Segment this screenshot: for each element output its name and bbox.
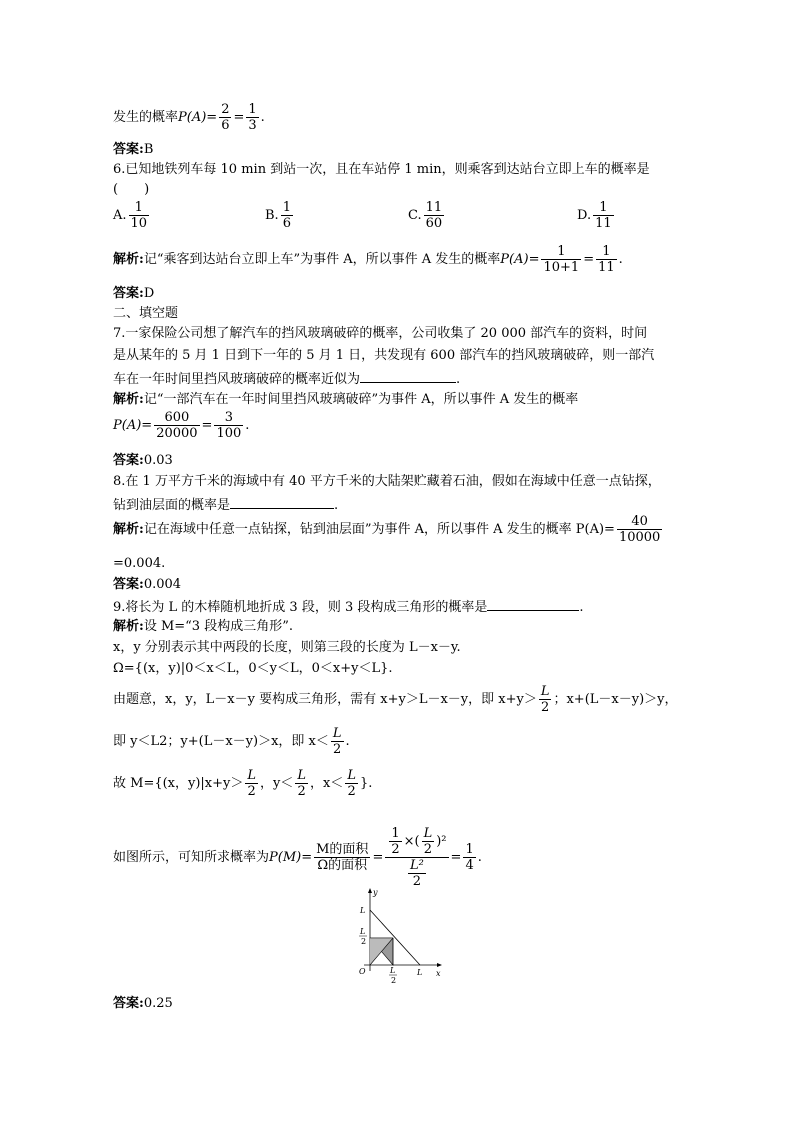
q7-line3 [113, 370, 460, 388]
q9-line5 [113, 684, 678, 715]
period: . [477, 850, 482, 865]
q9-text: 即 y＜L2；y+(L－x－y)＞x，即 x＜ [113, 734, 329, 749]
answer-value: B [143, 142, 154, 157]
q6-stem: 6.已知地铁列车每 10 min 到站一次，且在车站停 1 min，则乘客到达站台立即上车的概率是 [113, 162, 650, 177]
num: L² [410, 858, 424, 873]
den: 2 [297, 784, 306, 799]
answer-label: 答案: [113, 996, 144, 1011]
num: L [423, 826, 433, 841]
fraction [463, 842, 475, 873]
den: 11 [598, 260, 615, 275]
fraction [408, 858, 426, 889]
period: . [260, 110, 265, 125]
period: . [245, 418, 250, 433]
q6-option-c [408, 200, 446, 231]
q7-line1 [113, 326, 647, 342]
option-letter: C. [408, 208, 422, 223]
q9-text: 如图所示，可知所求概率为 [113, 850, 270, 865]
q9-text: ，x＜ [310, 776, 344, 791]
q6-option-b [265, 200, 295, 231]
q9-text: ；x+(L－x－y)＞y， [553, 692, 678, 707]
q9-text: }. [360, 776, 373, 791]
den: 20000 [156, 426, 198, 441]
eq: = [528, 252, 540, 267]
eq: = [141, 418, 153, 433]
answer-5 [113, 142, 153, 158]
num [385, 826, 448, 858]
fraction [219, 102, 231, 133]
option-letter: D. [577, 208, 592, 223]
L-top-label: L [360, 906, 366, 915]
half-y-num: L [360, 927, 366, 936]
fraction [295, 768, 308, 799]
q7-line2 [113, 348, 654, 364]
num: 1 [248, 102, 257, 117]
answer-7 [113, 453, 173, 469]
analysis-label: 解析: [113, 252, 144, 267]
y-arrow [368, 888, 372, 893]
q7-text: 是从某年的 5 月 1 日到下一年的 5 月 1 日，共发现有 600 部汽车的挡风玻璃破碎，则一部汽 [113, 348, 655, 363]
num: 1 [129, 200, 150, 216]
fraction [214, 410, 243, 441]
fraction [281, 200, 293, 231]
den: 2 [247, 784, 256, 799]
q9-text: 9.将长为 L 的木棒随机地折成 3 段，则 3 段构成三角形的概率是 [113, 600, 488, 615]
q8-tail [113, 556, 165, 572]
den: 60 [425, 216, 443, 231]
q9-line6 [113, 726, 350, 757]
eq: = [201, 418, 213, 433]
den: 4 [465, 858, 474, 873]
q7-text: 车在一年时间里挡风玻璃破碎的概率近似为 [113, 372, 361, 387]
den: 3 [248, 118, 257, 133]
answer-paren: ( ) [113, 182, 150, 197]
eq: = [233, 110, 245, 125]
num: L [297, 768, 307, 783]
q9-line8 [113, 826, 482, 889]
q6-option-d [577, 200, 616, 231]
num: 1 [465, 842, 474, 857]
section-heading: 二、填空题 [113, 306, 179, 321]
close-paren: )² [436, 834, 447, 849]
fraction [331, 726, 344, 757]
q7-analysis [113, 392, 578, 408]
half-x-den: 2 [391, 976, 397, 985]
fraction [345, 768, 358, 799]
answer-blank[interactable] [487, 598, 579, 611]
analysis-text: =0.004. [113, 556, 166, 571]
num: 1 [593, 200, 614, 216]
num: 1 [391, 826, 400, 841]
q9-text: 由题意，x，y，L－x－y 要构成三角形，需有 x+y＞L－x－y，即 x+y＞ [113, 692, 537, 707]
answer-value: 0.004 [143, 577, 182, 592]
formula-pa: P(A) [178, 110, 207, 125]
option-letter: A. [113, 208, 127, 223]
num: 3 [214, 410, 243, 426]
fraction [154, 410, 199, 441]
fraction [596, 244, 617, 275]
prev-answer-line [113, 102, 265, 133]
q8-line2 [113, 496, 338, 514]
section-title [113, 306, 178, 322]
fraction [245, 768, 258, 799]
num: M的面积 [316, 842, 369, 857]
period: . [345, 734, 350, 749]
fraction [422, 826, 435, 857]
num: 1 [282, 200, 291, 215]
answer-label: 答案: [113, 286, 144, 301]
answer-value: 0.03 [143, 453, 173, 468]
q9-line4 [113, 661, 393, 677]
period: . [579, 600, 584, 615]
q9-line1 [113, 598, 584, 616]
analysis-text: 记在海域中任意一点钻探，钻到油层面”为事件 A，所以事件 A 发生的概率 P(A)= [143, 522, 615, 537]
eq: = [450, 850, 462, 865]
den: 2 [391, 842, 400, 857]
x-arrow [437, 963, 442, 967]
eq: = [301, 850, 313, 865]
q6-option-a [113, 200, 151, 231]
answer-8 [113, 577, 181, 593]
den: 10000 [618, 530, 661, 545]
fraction [541, 244, 581, 275]
period: . [334, 498, 339, 513]
origin-label: O [359, 967, 366, 976]
num: 11 [425, 200, 443, 215]
q9-text: ，y＜ [260, 776, 294, 791]
fraction [539, 684, 552, 715]
option-letter: B. [265, 208, 279, 223]
formula-pm: P(M) [269, 850, 302, 865]
answer-label: 答案: [113, 577, 144, 592]
half-x-num: L [390, 966, 396, 975]
den: 11 [595, 216, 612, 231]
q9-text: Ω={(x，y)|0＜x＜L，0＜y＜L，0＜x+y＜L}. [113, 661, 393, 676]
num: L [332, 726, 342, 741]
eq: = [372, 850, 384, 865]
eq: = [206, 110, 218, 125]
q6-analysis [113, 244, 623, 275]
den: 2 [423, 842, 433, 857]
den [385, 858, 448, 889]
triangle-figure [338, 886, 448, 986]
x-label: x [436, 969, 441, 978]
analysis-label: 解析: [113, 392, 144, 407]
analysis-text: 记“一部汽车在一年时间里挡风玻璃破碎”为事件 A，所以事件 A 发生的概率 [143, 392, 579, 407]
q9-line7 [113, 768, 372, 799]
num: L [247, 768, 257, 783]
eq: = [583, 252, 595, 267]
q9-text: 故 M={(x，y)|x+y＞ [113, 776, 244, 791]
den: 10+1 [543, 260, 580, 275]
L-right-label: L [417, 968, 423, 977]
answer-label: 答案: [113, 453, 144, 468]
num: 1 [541, 244, 581, 260]
q9-analysis [113, 619, 293, 635]
fraction [424, 200, 445, 231]
fraction [246, 102, 258, 133]
q6-paren [113, 182, 149, 198]
den: 6 [282, 216, 291, 231]
analysis-text: 记“乘客到达站台立即上车”为事件 A，所以事件 A 发生的概率 [143, 252, 501, 267]
q7-formula [113, 410, 249, 441]
den: 100 [216, 426, 242, 441]
q8-analysis [113, 514, 664, 545]
half-y-den: 2 [361, 937, 367, 946]
den: 10 [130, 216, 148, 231]
analysis-text: 设 M=“3 段构成三角形”. [143, 619, 293, 634]
area-fraction [314, 842, 370, 873]
fraction [129, 200, 150, 231]
answer-blank[interactable] [230, 496, 334, 509]
den: 2 [541, 700, 550, 715]
q9-text: x，y 分别表示其中两段的长度，则第三段的长度为 L－x－y. [113, 640, 461, 655]
answer-value: 0.25 [143, 996, 173, 1011]
den: 6 [221, 118, 230, 133]
answer-value: D [143, 286, 155, 301]
den: 2 [333, 742, 342, 757]
answer-blank[interactable] [360, 370, 456, 383]
q8-text: 钻到油层面的概率是 [113, 498, 231, 513]
analysis-label: 解析: [113, 522, 144, 537]
num: 600 [154, 410, 199, 426]
num: 2 [221, 102, 230, 117]
q6-text [113, 162, 650, 178]
big-fraction [385, 826, 448, 889]
y-label: y [373, 888, 378, 897]
times: ×( [403, 834, 420, 849]
text: 发生的概率 [113, 110, 179, 125]
period: . [456, 372, 461, 387]
den: Ω的面积 [317, 858, 368, 873]
period: . [618, 252, 623, 267]
num: 40 [617, 514, 662, 530]
q8-text: 8.在 1 万平方千米的海域中有 40 平方千米的大陆架贮藏着石油，假如在海域中任意一点钻探， [113, 474, 661, 489]
fraction [593, 200, 614, 231]
answer-6 [113, 286, 154, 302]
num: 1 [596, 244, 617, 260]
fraction [389, 826, 401, 857]
den: 2 [347, 784, 356, 799]
num: L [540, 684, 550, 699]
formula-pa: P(A) [113, 418, 142, 433]
fraction [617, 514, 662, 545]
den: 2 [412, 874, 422, 889]
answer-label: 答案: [113, 142, 144, 157]
analysis-label: 解析: [113, 619, 144, 634]
answer-9 [113, 996, 173, 1012]
formula-pa: P(A) [500, 252, 529, 267]
q9-line3 [113, 640, 461, 656]
q7-text: 7.一家保险公司想了解汽车的挡风玻璃破碎的概率，公司收集了 20 000 部汽车的资料，时间 [113, 326, 648, 341]
q8-line1 [113, 474, 661, 490]
num: L [347, 768, 356, 783]
line-x-plus-y-L [370, 910, 420, 965]
